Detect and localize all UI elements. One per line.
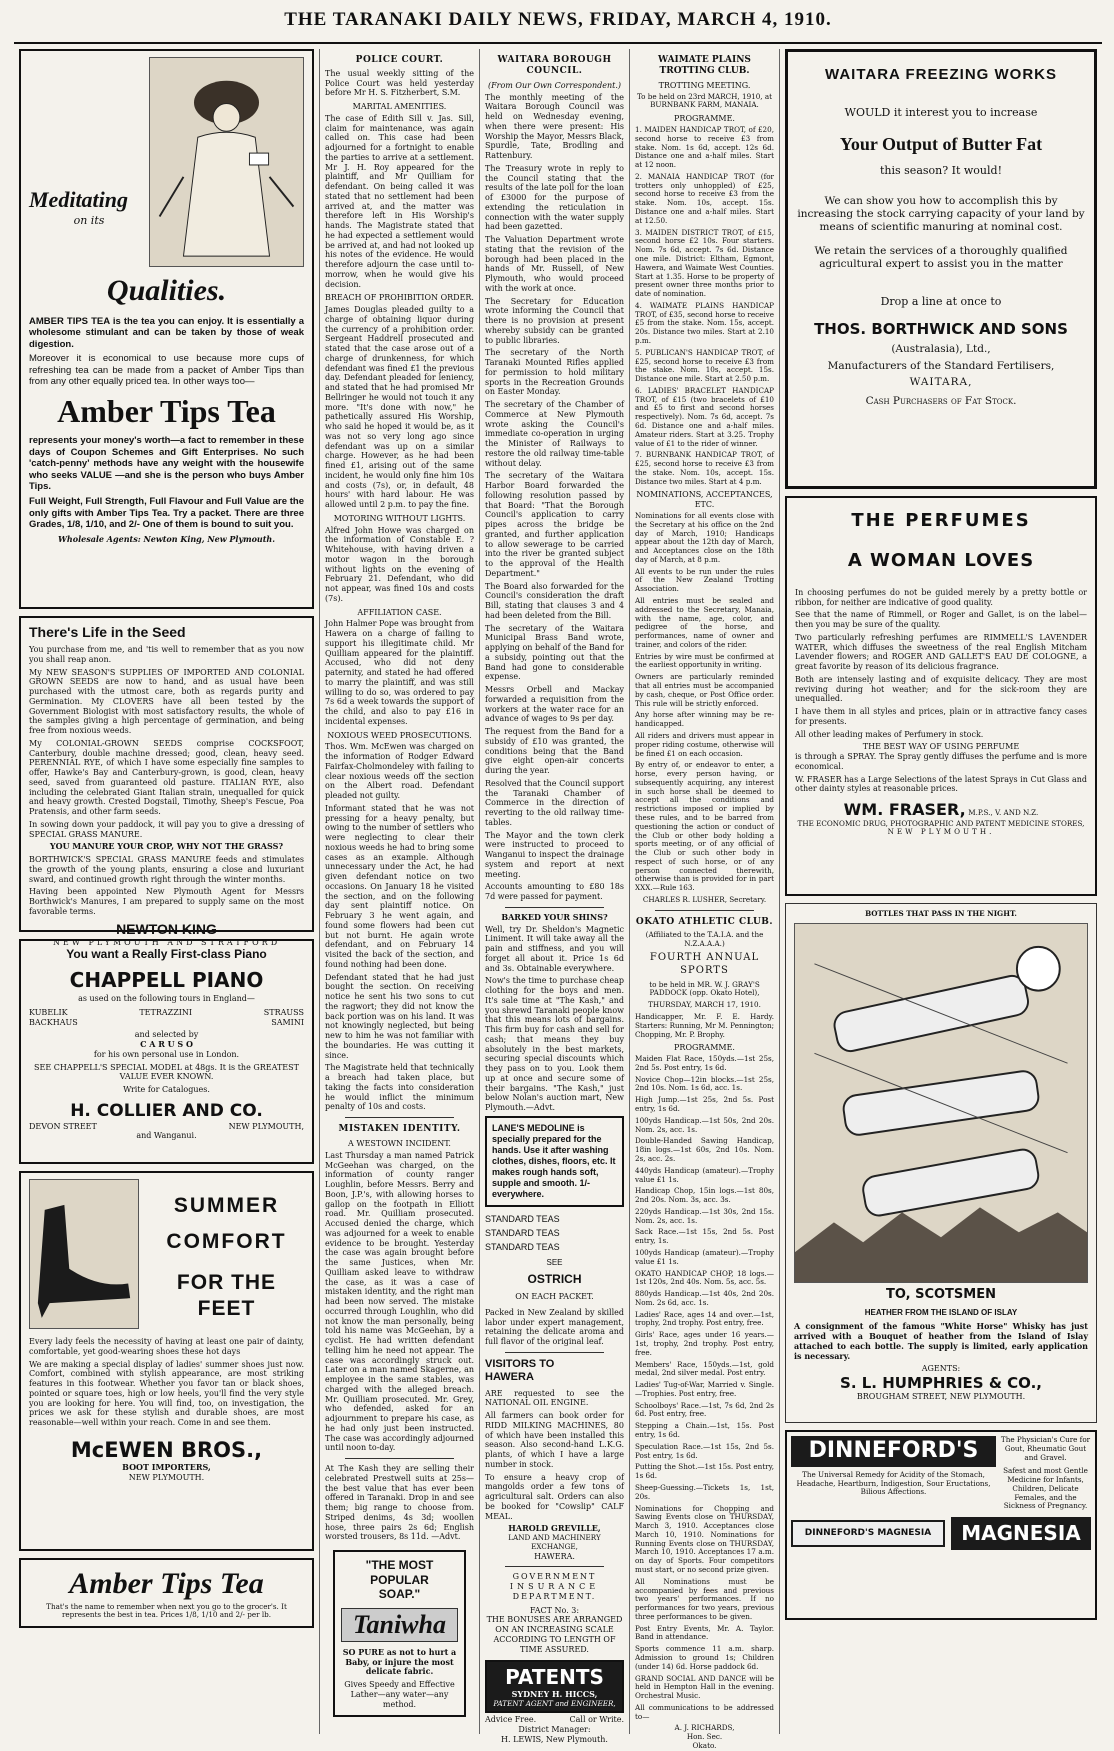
okato-event: Ladies' Tug-of-War, Married v. Single.—Trophies. Post entry, free.: [635, 1380, 774, 1398]
waitara-para-7: The secretary of the Waitara Harbor Board forwarded the following resolution passed by that Board: "That the Borough Council's application to carry pipes across the bridge be granted, and further application to allow sewerage to be carried into the river be granted subject to the approval of the Health Department.": [485, 471, 624, 578]
freezing-question-3: this season? It would!: [880, 163, 1002, 177]
hawera-firm: HAROLD GREVILLE,: [508, 1523, 601, 1534]
trotting-note: Nominations for all events close with the Secretary at his office on the 2nd day of March, 1910; Handicaps appear about the 12th day of March, and Acceptances close on the 18th day of March, at 8 p.m.: [635, 510, 774, 564]
seed-towns: NEW PLYMOUTH AND STRATFORD: [52, 937, 281, 947]
trotting-event: 4. WAIMATE PLAINS HANDICAP TROT, of £35, second horse to receive £5 from the stake. Nom. 15s, accept. 20s. Distance two miles. Start at 2.10 p.m.: [635, 300, 774, 345]
piano-names-row-2: [29, 1018, 304, 1028]
amber2-line: That's the name to remember when next you go to the grocer's. It represents the best in tea. Prices 1/8, 1/10 and 2/- per lb.: [46, 1601, 287, 1620]
divider: [655, 910, 754, 911]
police-title: POLICE COURT.: [355, 55, 444, 65]
whisky-agents: AGENTS:: [921, 1364, 961, 1374]
flying-bottles-illustration: [794, 923, 1088, 1283]
insurance-lewis: H. LEWIS, New Plymouth.: [501, 1734, 608, 1744]
teas-line-2: STANDARD TEAS: [485, 1227, 560, 1238]
perfumes-firm: WM. FRASER,: [843, 800, 966, 820]
trotting-note: Any horse after winning may be re-handicapped.: [635, 710, 774, 729]
trotting-held: To be held on 23rd MARCH, 1910, at BURNBANK FARM, MANAIA.: [636, 91, 773, 110]
white-horse-whisky-ad: [785, 903, 1097, 1423]
trotting-note: All riders and drivers must appear in proper riding costume, otherwise will be fined £1 on each occasion.: [635, 730, 774, 758]
insurance-ad: [485, 1572, 624, 1744]
taniwha-lather: Gives Speedy and Effective Lather—any water—any method.: [344, 1680, 455, 1709]
amber-agents: Wholesale Agents: Newton King, New Plymouth.: [57, 533, 276, 544]
perfumes-para: Two particularly refreshing perfumes are RIMMELL'S LAVENDER WATER, which diffuses the sweetness of the real English Mitcham Lavender flowers; and ROGER AND GALLET'S EAU DE COLOGNE, a great favorite by reason of its delicious fragrance.: [795, 632, 1087, 672]
okato-event: Schoolboys' Race.—1st, 7s 6d, 2nd 2s 6d. Post entry, free.: [635, 1400, 774, 1419]
seed-firm: NEWTON KING: [116, 920, 217, 937]
shoe-illustration: [29, 1179, 139, 1329]
okato-event: Sheep-Guessing.—Tickets 1s, 1st, 20s.: [635, 1482, 774, 1501]
trotting-event: 3. MAIDEN DISTRICT TROT, of £15, second horse £2 10s. Four starters. Nom. 7s 6d, accept. 7s 6d. Distance one mile. District: Eltham, Egmont, Hawera, and Waimate West Counties. Start at 1.35. Horse to be property of present owner three months prior to date of nomination.: [635, 227, 774, 299]
divider: [505, 1352, 604, 1353]
okato-event: Handicap Chop, 15in logs.—1st 80s, 2nd 20s. Nom. 3s, acc. 3s.: [635, 1186, 774, 1205]
okato-programme: PROGRAMME.: [674, 1043, 735, 1053]
piano-write: Write for Catalogues.: [123, 1085, 210, 1095]
summer-para-1: Every lady feels the necessity of having at least one pair of dainty, comfortable, yet good-wearing shoes these hot days: [29, 1337, 304, 1356]
waitara-para-2: The Treasury wrote in reply to the Council stating that the results of the late poll for the loan of £3000 for the purpose of extending the reticulation in connection with the water supply had been gazetted.: [485, 163, 624, 232]
hawera-ad: [485, 1358, 624, 1562]
dinneford-side-2: Safest and most Gentle Medicine for Infants, Children, Delicate Females, and the Sickness of Pregnancy.: [1003, 1466, 1088, 1511]
patents-agent: SYDNEY H. HICCS,: [511, 1688, 598, 1699]
hawera-para-3: To ensure a heavy crop of mangolds order a few tons of agricultural salt. Orders can also be booked for "Cowslip" CALF MEAL.: [485, 1472, 624, 1521]
mistaken-para-2: At The Kash they are selling their celebrated Prestwell suits at 25s—the best value that has ever been offered in Taranaki. Drop in and see them; big range to choose from. Striped denims, 4s 3d; woollen hose, three pairs 2s 6d; English worsted trousers, 8s 11d. —Advt.: [325, 1464, 474, 1542]
okato-event: Putting the Shot.—1st 15s. Post entry, 1s 6d.: [635, 1462, 774, 1481]
seed-title: There's Life in the Seed: [29, 624, 186, 640]
dinneford-side-1: The Physician's Cure for Gout, Rheumatic Gout and Gravel.: [1000, 1435, 1091, 1462]
amber-brand: Amber Tips Tea: [57, 393, 276, 430]
okato-fourth-annual: FOURTH ANNUAL SPORTS: [649, 952, 760, 976]
perfumes-best-way: THE BEST WAY OF USING PERFUME: [862, 742, 1020, 752]
seed-para-2: My NEW SEASON'S SUPPLIES OF IMPORTED AND COLONIAL GROWN SEEDS are now to hand, and as usual have been purchased with the utmost care, both as regards purity and Germination. My CLOVERS have all been tested by the Government Biologist with most satisfactory results, the whole of the samples giving a high percentage of germination, and being free from noxious weeds.: [29, 667, 304, 736]
mistaken-title: MISTAKEN IDENTITY.: [338, 1124, 461, 1135]
okato-title: OKATO ATHLETIC CLUB.: [635, 916, 774, 927]
dinnefords-magnesia-ad: [785, 1430, 1097, 1620]
waitara-para-6: The secretary of the Chamber of Commerce at New Plymouth wrote asking the Council's immediate co-operation in urging the Minister of Railways to restore the old railway time-table without delay.: [485, 400, 624, 468]
dinneford-remedy: The Universal Remedy for Acidity of the Stomach, Headache, Heartburn, Indigestion, Sour Eructations, Bilious Affections.: [796, 1469, 991, 1497]
perfumes-para: In choosing perfumes do not be guided merely by a pretty bottle or ribbon, for neither are indicative of good quality.: [795, 587, 1087, 607]
trotting-nominations-heading: NOMINATIONS, ACCEPTANCES, ETC.: [636, 490, 773, 510]
okato-event: 440yds Handicap (amateur).—Trophy value £1 1s.: [635, 1165, 774, 1184]
police-para-7: Defendant stated that he had just bought the section. On receiving notice he sent his two sons to cut the ragwort; they did not know the back portion was on his land. It was not knowingly neglected, but being new to him he was not familiar with the boundaries. He was cutting it since.: [325, 972, 474, 1060]
freezing-town: WAITARA,: [909, 376, 973, 389]
okato-event: High Jump.—1st 25s, 2nd 5s. Post entry, 1s 6d.: [635, 1095, 774, 1114]
insurance-line-1: GOVERNMENT: [512, 1572, 597, 1582]
okato-para: All Nominations must be accompanied by fees and previous two years' performances. If no performances for two years, previous three performances to be given.: [635, 1576, 774, 1621]
trotting-programme-list: [635, 126, 774, 486]
okato-event: Novice Chop—12in blocks.—1st 25s, 2nd 10s. Nom. 1s 6d, acc. 1s.: [635, 1074, 774, 1093]
summer-line-3: FOR THE FEET: [176, 1271, 277, 1320]
column-4: [630, 49, 780, 1751]
freezing-ltd: (Australasia), Ltd.,: [891, 342, 991, 355]
waitara-para-9: The secretary of the Waitara Municipal Brass Band wrote, applying on behalf of the Band for a subsidy, pointing out that the Band had gone to considerable expense.: [485, 623, 624, 682]
freezing-para-1: We can show you how to accomplish this by increasing the stock carrying capacity of your land by means of scientific manuring at nominal cost.: [797, 195, 1085, 233]
perfumes-title-1: THE PERFUMES: [851, 510, 1031, 531]
waitara-para-3: The Valuation Department wrote stating that the revision of the borough had been placed in the hands of Mr. Russell, of New Plymouth, who would proceed with the work at once.: [485, 235, 624, 293]
freezing-drop: Drop a line at once to: [880, 295, 1002, 309]
amber2-brand: Amber Tips Tea: [69, 1567, 264, 1600]
patents-title: PATENTS: [505, 1665, 604, 1690]
waitara-para-14: Accounts amounting to £80 18s 7d were passed for payment.: [485, 882, 624, 902]
piano-name-kubelik: KUBELIK: [29, 1007, 68, 1017]
summer-trade: BOOT IMPORTERS,: [122, 1462, 211, 1473]
amber-title-1: Meditating: [29, 187, 129, 212]
whisky-to-scotsmen: TO, SCOTSMEN: [886, 1286, 996, 1302]
lady-illustration-svg: [150, 58, 303, 266]
piano-names-row-1: [29, 1008, 304, 1018]
perfumes-para: All other leading makes of Perfumery in stock.: [795, 729, 984, 739]
trotting-note: By entry of, or endeavor to enter, a horse, every person having, or subsequently acquiring, any interest in such horse shall be deemed to accept all the conditions and restrictions imposed or implied by these rules, and to be barred from questioning the action or conduct of the Club or other body holding a sports meeting, or of any official of the Club or such other body in respect of such horse, or of any person connected therewith, otherwise than is provided for in part XXX.—Rule 163.: [635, 760, 774, 893]
trotting-programme: PROGRAMME.: [674, 114, 735, 124]
dinneford-bottle: DINNEFORD'S MAGNESIA: [791, 1520, 945, 1547]
piano-addr-3: and Wanganui.: [136, 1131, 197, 1141]
okato-date: THURSDAY, MARCH 17, 1910.: [648, 1000, 761, 1010]
insurance-fact: FACT No. 3:: [529, 1605, 580, 1615]
divider: [345, 1458, 454, 1459]
trotting-note: Entries by wire must be confirmed at the earliest opportunity in writing.: [635, 651, 774, 670]
piano-addr-1: DEVON STREET: [29, 1121, 97, 1131]
piano-address: [29, 1122, 304, 1132]
piano-used: as used on the following tours in England—: [78, 994, 255, 1004]
insurance-line-2: INSURANCE: [509, 1582, 600, 1592]
police-heading-3: MOTORING WITHOUT LIGHTS.: [333, 513, 466, 523]
amber-title-2: on its: [73, 213, 105, 227]
okato-event: 100yds Handicap (amateur).—Trophy value £1 1s.: [635, 1247, 774, 1266]
hawera-para-2: All farmers can book order for RIDD MILKING MACHINES, 80 of which have been installed this season. Also second-hand L.K.G. plants, of which I have a large number in stock.: [485, 1411, 624, 1469]
seed-para-5: BORTHWICK'S SPECIAL GRASS MANURE feeds and stimulates the growth of the young plants, ensuring a close and luxuriant sward, and continued growth right through the winter months.: [29, 855, 304, 884]
waitara-para-12: Resolved that the Council support the Taranaki Chamber of Commerce in the direction of reverting to the old railway time-tables.: [485, 778, 624, 827]
police-para-8: The Magistrate held that technically a breach had taken place, but taking the facts into consideration he would inflict the minimum penalty of 10s and costs.: [325, 1063, 474, 1112]
teas-packet: ON EACH PACKET.: [515, 1292, 594, 1301]
column-3: [480, 49, 630, 1744]
divider: [345, 1117, 454, 1118]
police-para-2: James Douglas pleaded guilty to a charge of obtaining liquor during the currency of a prohibition order. Sergeant Haddrell prosecuted and stated that the case arose out of a charge of drunkenness, for which defendant was fined £1 the previous day. Defendant pleaded for leniency, and stated that he had promised Mr Bellringer he would not touch it any more. "It's done with now," he pathetically assured His Worship, who said he hoped it would be, as it was not so very long ago since defendant was up on a similar charge. However, as he had been fined £1, arising out of the same incident, he would only fine him 10s and costs (7s), or, in default, 48 hours' with hard labour. He was allowed until 2 p.m. to pay the fine.: [325, 305, 474, 510]
divider: [505, 1566, 604, 1567]
mistaken-para-1: Last Thursday a man named Patrick McGeehan was charged, on the information of county ranger Loughlin, before Messrs. Berry and Boon, J.P.'s, with allowing horses to gallop on the footpath in Elliott road. Mr. Quilliam prosecuted. Accused denied the charge, which was adjourned for a week to enable evidence to be brought. Yesterday the case was again brought before the same Justices, when Mr. Quilliam asked leave to withdraw the case, as it was a case of mistaken identity, and the right man had been now served. The mistake occurred through Loughlin, who did not know the man personally, being told his name was McGeehan, by a cyclist. He had written defendant telling him he need not appear. The case was accordingly struck out. Later on a man named Skagerne, an employee in the same stables, was charged with the alleged breach. Mr. Quilliam prosecuted. Mr. Grey, who defended, asked for an adjournment to prepare his case, as he had only just been instructed. The case was accordingly adjourned until noon to-day.: [325, 1150, 474, 1453]
piano-head: You want a Really First-class Piano: [66, 947, 267, 961]
hawera-para-1: ARE requested to see the NATIONAL OIL ENGINE.: [485, 1388, 624, 1408]
masthead: THE TARANAKI DAILY NEWS, FRIDAY, MARCH 4, 1910.: [14, 8, 1102, 44]
taniwha-brand: Taniwha: [341, 1608, 458, 1642]
perfumes-para: See that the name of Rimmell, or Roger and Gallet, is on the label—then you may be sure of the quality.: [795, 610, 1087, 630]
okato-event: Members' Race, 150yds.—1st, gold medal, 2nd silver medal. Post entry.: [635, 1359, 774, 1378]
dinneford-brand: DINNEFORD'S: [791, 1436, 996, 1467]
trotting-event: 2. MANAIA HANDICAP TROT (for trotters only unhoppled) of £25, second horse to receive £3 from the stake. Nom. 10s, accept. 15s. Distance one and a-half miles. Start at 12.50.: [635, 171, 774, 225]
summer-firm: McEWEN BROS.,: [70, 1437, 263, 1462]
seed-para-6: Having been appointed New Plymouth Agent for Messrs Borthwick's Manures, I am prepared to supply same on the most favorable terms.: [29, 887, 304, 916]
waitara-freezing-works-ad: [785, 49, 1097, 489]
taniwha-pure: SO PURE as not to hurt a Baby, or injure the most delicate fabric.: [342, 1646, 457, 1677]
police-para-0: The usual weekly sitting of the Police Court was held yesterday before Mr H. S. Fitzherbert, S.M.: [325, 68, 474, 98]
perfumes-para: is through a SPRAY. The Spray gently diffuses the perfume and is more economical.: [795, 752, 1087, 771]
waitara-para-4: The Secretary for Education wrote informing the Council that there is no provision at present whereby subsidy can be granted to public libraries.: [485, 296, 624, 345]
okato-event: Speculation Race.—1st 15s, 2nd 5s. Post entry, 1s 6d.: [635, 1441, 774, 1460]
okato-affiliation: (Affiliated to the T.A.I.A. and the N.Z.A.A.A.): [645, 929, 764, 948]
seed-para-4: In sowing down your paddock, it will pay you to give a dressing of SPECIAL GRASS MANURE.: [29, 819, 304, 839]
okato-para: GRAND SOCIAL AND DANCE will be held in Hempton Hall in the evening. Orchestral Music.: [635, 1673, 774, 1701]
piano-name-samini: SAMINI: [271, 1017, 304, 1027]
okato-event: Sack Race.—1st 15s, 2nd 5s. Post entry, 1s.: [635, 1227, 774, 1246]
piano-name-tetrazzini: TETRAZZINI: [139, 1007, 193, 1017]
okato-event: 880yds Handicap.—1st 40s, 2nd 20s. Nom. 2s 6d, acc. 1s.: [635, 1289, 774, 1307]
insurance-line-3: DEPARTMENT.: [512, 1591, 597, 1601]
waitara-title: WAITARA BOROUGH COUNCIL.: [497, 55, 612, 76]
piano-name-strauss: STRAUSS: [263, 1007, 304, 1017]
flying-bottles-svg: [795, 924, 1087, 1282]
taniwha-quote-3: SOAP.": [378, 1587, 421, 1602]
okato-held: to be held in MR. W. J. GRAY'S PADDOCK (opp. Okato Hotel),: [649, 979, 760, 998]
hawera-town: HAWERA.: [534, 1551, 575, 1561]
teas-line-3: STANDARD TEAS: [485, 1241, 560, 1252]
columns: [14, 49, 1102, 1751]
amber-para-2: Moreover it is economical to use because more cups of refreshing tea can be made from a packet of Amber Tips than from any other equally priced tea. In other ways too—: [29, 353, 304, 388]
perfumes-para: Both are intensely lasting and of exquisite delicacy. They are most reviving during hot weather; and for the sick-room they are unequalled.: [795, 674, 1087, 704]
trotting-title: WAIMATE PLAINS TROTTING CLUB.: [658, 55, 751, 76]
teas-line-1: STANDARD TEAS: [485, 1213, 560, 1224]
mistaken-sub: A WESTOWN INCIDENT.: [348, 1139, 451, 1149]
newton-king-seed-ad: [19, 616, 314, 947]
mcewen-shoes-ad: [19, 1171, 314, 1551]
freezing-question-2: Your Output of Butter Fat: [839, 133, 1043, 154]
freezing-title: WAITARA FREEZING WORKS: [825, 66, 1057, 83]
insurance-district: District Manager:: [518, 1725, 591, 1735]
freezing-firm: THOS. BORTHWICK AND SONS: [814, 320, 1068, 339]
okato-para: Post Entry Events, Mr. A. Taylor. Band in attendance.: [635, 1623, 774, 1642]
freezing-manufacturers: Manufacturers of the Standard Fertilisers,: [827, 359, 1055, 372]
freezing-para-2: We retain the services of a thoroughly qualified agricultural expert to assist you in the matter: [814, 245, 1068, 271]
police-heading-4: AFFILIATION CASE.: [357, 607, 442, 617]
trotting-event: 1. MAIDEN HANDICAP TROT, of £20, second horse to receive £3 from stake. Nom. 1s 6d, accept. 12s 6d. Distance one and a-half miles. Start at 12 noon.: [635, 125, 774, 170]
trotting-event: 7. BURNBANK HANDICAP TROT, of £25, second horse to receive £3 from the stake. Nom. 10s, accept. 15s. Distance two miles. Start at 4 p.m.: [635, 450, 774, 486]
piano-own: for his own personal use in London.: [93, 1049, 240, 1059]
freezing-cash: Cash Purchasers of Fat Stock.: [865, 395, 1017, 408]
hawera-title-2: HAWERA: [485, 1371, 534, 1384]
column-5: [780, 49, 1102, 1734]
summer-line-1: SUMMER: [173, 1194, 280, 1217]
perfumes-para: I have them in all styles and prices, plain or in attractive fancy cases for presents.: [795, 707, 1087, 726]
amber-para-1: AMBER TIPS TEA is the tea you can enjoy. It is essentially a wholesome stimulant and can be taken by those of weak digestion.: [29, 315, 304, 350]
okato-event: Ladies' Race, ages 14 and over.—1st, trophy, 2nd trophy. Post entry, free.: [635, 1309, 774, 1328]
police-heading-2: BREACH OF PROHIBITION ORDER.: [325, 293, 474, 303]
trotting-meeting: TROTTING MEETING.: [658, 80, 751, 90]
fraser-perfumes-ad: [785, 496, 1097, 896]
okato-para: Nominations for Chopping and Sawing Events close on THURSDAY, March 3, 1910. Acceptances close March 10, 1910. Nominations for Running Events close on THURSDAY, March 10, 1910. Acceptances 17 a.m. on day of Sports. Four competitors must start, or no second prize given.: [635, 1503, 774, 1574]
waitara-para-11: The request from the Band for a subsidy of £10 was granted, the conditions being that the Band give eight open-air concerts during the year.: [485, 727, 624, 776]
okato-town: Okato.: [692, 1741, 717, 1751]
okato-event: Double-Handed Sawing Handicap, 18in logs.—1st 60s, 2nd 10s. Nom. 2s, acc. 2s.: [635, 1136, 774, 1163]
trotting-note: All events to be run under the rules of the New Zealand Trotting Association.: [635, 566, 774, 594]
perfumes-title-2: A WOMAN LOVES: [847, 549, 1035, 571]
whisky-firm: S. L. HUMPHRIES & CO.,: [840, 1374, 1042, 1393]
piano-caruso: C A R U S O: [140, 1039, 193, 1050]
piano-special: SEE CHAPPELL'S SPECIAL MODEL at 48gs. It is the GREATEST VALUE EVER KNOWN.: [34, 1062, 299, 1082]
taniwha-quote-1: "THE MOST: [365, 1558, 434, 1573]
summer-para-2: We are making a special display of ladies' summer shoes just now. Comfort, combined with stylish appearance, are most striking features in this footwear. Whether you favor tan or black shoes, pointed or square toes, high or low heels, you'll find the very style you are looking for here. You will find, too, on investigation, the prices we ask for these stylish and durable shoes, are most reasonable—well within your reach. Come in and see them.: [29, 1359, 304, 1427]
patents-call: Call or Write.: [569, 1715, 624, 1725]
amber-para-4: Full Weight, Full Strength, Full Flavour and Full Value are the only gifts with Amber Tips Tea. Try a packet. There are three Grades, 1/8, 1/10, and 2/- One of them is bound to suit you.: [29, 495, 304, 531]
okato-event: 220yds Handicap.—1st 30s, 2nd 15s. Nom. 2s, acc. 1s.: [635, 1206, 774, 1225]
waitara-para-1: The monthly meeting of the Waitara Borough Council was held on Wednesday evening, when there were present: His Worship the Mayor, Messrs Black, Spurdle, Tate, Brodling and Rattenbury.: [485, 92, 624, 161]
column-1: [14, 49, 320, 1734]
waitara-para-8: The Board also forwarded for the Council's consideration the draft Bill, stating that clauses 3 and 4 had been deleted from the Bill.: [485, 581, 624, 620]
trotting-event: 6. LADIES' BRACELET HANDICAP TROT, of £15 (two bracelets of £10 and £5 to first and second horses respectively). Nom. 7s 6d, accept. 7s 6d. Distance one and a-half miles. Amateur riders. Start at 3.25. Trophy value of £1 to the rider of winner.: [635, 385, 774, 448]
standard-teas-ad: [485, 1214, 624, 1347]
patents-ad: [485, 1660, 624, 1713]
insurance-text: THE BONUSES ARE ARRANGED ON AN INCREASING SCALE ACCORDING TO LENGTH OF TIME ASSURED.: [486, 1615, 623, 1654]
seed-heading-2: YOU MANURE YOUR CROP, WHY NOT THE GRASS?: [49, 841, 284, 852]
shins-para-2: Now's the time to purchase cheap clothing for the boys and men. It's sale time at "The Kash," and you shrewd Taranaki people know that this means lots of bargains. This firm buy for cash and sell for cash; that means they buy absolutely in the best markets, securing special discounts which they pass on to you. Look them up at once and secure some of their bargains. "The Kash," just below Nolan's auction mart, New Plymouth.—Advt.: [485, 976, 624, 1113]
dinneford-magnesia: MAGNESIA: [951, 1517, 1091, 1549]
amber-tips-ad: [19, 49, 314, 609]
trotting-secretary: CHARLES R. LUSHER, Secretary.: [642, 895, 767, 904]
hawera-exchange: LAND AND MACHINERY EXCHANGE,: [508, 1533, 601, 1551]
summer-line-2: COMFORT: [166, 1229, 287, 1253]
column-2: [320, 49, 480, 1734]
waitara-para-10: Messrs Orbell and Mackay forwarded a requisition from the workers at the water race for an advance of wages to 9s per day.: [485, 685, 624, 724]
amber-tips-small-ad: [19, 1558, 314, 1628]
whisky-address: BROUGHAM STREET, NEW PLYMOUTH.: [856, 1392, 1026, 1402]
whisky-para: A consignment of the famous "White Horse" Whisky has just arrived with a Bouquet of heather from the Island of Islay attached to each bottle. The supply is limited, early application is necessary.: [794, 1321, 1088, 1361]
shins-para-1: Well, try Dr. Sheldon's Magnetic Liniment. It will take away all the pain and stiffness, and you will forget all about it. Price 1s 6d and 3s. Obtainable everywhere.: [485, 924, 624, 973]
okato-hon-sec: Hon. Sec.: [686, 1732, 723, 1742]
trotting-note: Owners are particularly reminded that all entries must be accompanied by cash, cheque, or Post Office order. This rule will be strictly enforced.: [635, 672, 774, 708]
whisky-heather: HEATHER FROM THE ISLAND OF ISLAY: [864, 1307, 1018, 1317]
trotting-event: 5. PUBLICAN'S HANDICAP TROT, of £25, second horse to receive £3 from the stake. Nom. 10s, accept. 15s. Distance one mile. Start at 2.50 p.m.: [635, 347, 774, 384]
perfumes-town: NEW PLYMOUTH.: [887, 827, 995, 837]
lady-drinking-tea-illustration: [149, 57, 304, 267]
patents-advice: Advice Free.: [485, 1715, 537, 1725]
okato-para: All communications to be addressed to—: [635, 1702, 774, 1721]
police-para-3: Alfred John Howe was charged on the information of Constable E. ? Whitehouse, with having driven a motor wagon in the borough without lights on the evening of February 21. Defendant, who did not appear, was fined 10s and costs (7s).: [325, 525, 474, 603]
patents-role: PATENT AGENT and ENGINEER,: [493, 1698, 616, 1708]
okato-secretary: A. J. RICHARDS,: [674, 1723, 735, 1733]
teas-see: SEE: [546, 1257, 563, 1267]
police-heading-1: MARITAL AMENITIES.: [352, 102, 447, 112]
piano-firm: H. COLLIER AND CO.: [70, 1100, 263, 1121]
police-heading-5: NOXIOUS WEED PROSECUTIONS.: [327, 730, 472, 740]
medoline-ad: LANE'S MEDOLINE is specially prepared for the hands. Use it after washing clothes, dishes, floors, etc. It makes rough hands soft, supple and smooth. 1/- everywhere.: [485, 1116, 624, 1207]
waitara-para-13: The Mayor and the town clerk were instructed to proceed to Wanganui to inspect the drainage system and report at next meeting.: [485, 830, 624, 879]
waitara-sub: (From Our Own Correspondent.): [487, 80, 622, 90]
piano-selected: and selected by: [134, 1030, 199, 1040]
okato-para: Sports commence 11 a.m. sharp. Admission to ground 1s; Children (under 14) 6d. Horse paddock 6d.: [635, 1644, 774, 1671]
police-para-5: Thos. Wm. McEwen was charged on the information of Rodger Edward Fairfax-Cholmondeley with failing to clear noxious weeds off the section on the Albert road. Defendant pleaded not guilty.: [325, 742, 474, 801]
okato-handicapper: Handicapper, Mr. F. E. Hardy. Starters: Running, Mr M. Pennington; Chopping, Mr. P. Brophy.: [635, 1012, 774, 1039]
piano-brand: CHAPPELL PIANO: [69, 967, 264, 992]
divider: [505, 907, 604, 908]
police-para-4: John Halmer Pope was brought from Hawera on a charge of failing to support his illegitimate child. Mr Quilliam appeared for the plaintiff. Accused, who did not deny paternity, and stated he had offered to marry the plaintiff, and was still willing to do so, was ordered to pay 7s 6d a week towards the support of the child, and also to pay £16 in incidental expenses.: [325, 619, 474, 726]
waitara-para-5: The secretary of the North Taranaki Mounted Rifles applied for permission to hold military sports in the Recreation Grounds on Easter Monday.: [485, 348, 624, 397]
shins-title: BARKED YOUR SHINS?: [501, 911, 608, 922]
seed-para-1: You purchase from me, and 'tis well to remember that as you now you shall reap anon.: [29, 645, 304, 664]
okato-programme-list: [635, 1055, 774, 1501]
teas-packed: Packed in New Zealand by skilled labor under expert management, retaining the delicate aroma and full flavor of the original leaf.: [485, 1307, 624, 1346]
amber-para-3: represents your money's worth—a fact to remember in these days of Coupon Schemes and Gift Enterprises. No such 'catch-penny' methods have any weight with the housewife who seeks VALUE —and she is the person who buys Amber Tips.: [29, 435, 304, 493]
amber-title-3: Qualities.: [106, 274, 227, 307]
okato-event: Maiden Flat Race, 150yds.—1st 25s, 2nd 5s. Post entry, 1s 6d.: [635, 1054, 774, 1072]
police-para-1: The case of Edith Sill v. Jas. Sill, claim for maintenance, was again called on. This case had been adjourned for a fortnight to enable the parties to arrive at a settlement. Mr J. H. Roy appeared for the plaintiff, and Mr Quilliam for defendant. On being called it was stated that no settlement had been arrived at, and the matter was therefore left in His Worship's hands. The Magistrate stated that he had expected a settlement would be arrived at, and had not looked up his notes of the evidence. He would therefore adjourn the case until to-morrow, when he would give his decision.: [325, 113, 474, 289]
taniwha-soap-ad: [333, 1550, 466, 1717]
seed-para-3: My COLONIAL-GROWN SEEDS comprise COCKSFOOT, Canterbury, double machine dressed; good, clean, heavy seed. PERENNIAL RYE, of which I have some especially fine samples to offer, Hawke's Bay and Canterbury-grown, is good, clean, heavy seed, saved from guaranteed old pasture. ITALIAN RYE, also including the celebrated Giant Italian strain, unequalled for quick and heavy growth. Crested Dogstail, Timothy, Sheep's Fescue, Poa Pratensis, and other farm seeds.: [29, 738, 304, 817]
trotting-note: All entries must be sealed and addressed to the Secretary, Manaia, with the name, age, color, and pedigree of the horse, and performances, name of owner and trainer, and colors of the rider.: [635, 596, 774, 649]
chappell-piano-ad: [19, 939, 314, 1164]
police-para-6: Informant stated that he was not pressing for a heavy penalty, but owing to the number of settlers who were neglecting to clear their noxious weeds he had to bring some cases as an example. Although unnecessary under the Act, he had given defendant notice on two occasions. On January 18 he visited the section, and on the following day sent plaintiff notice. On February 3 he went again, and found some flowers had been cut but not burnt. He again wrote defendant, and on February 14 visited the back of the section, and found nothing had been done.: [325, 803, 474, 969]
perfumes-qualifications: M.P.S., V. AND N.Z.: [968, 808, 1039, 818]
okato-event: Girls' Race, ages under 16 years.—1st, trophy, 2nd trophy. Post entry, free.: [635, 1330, 774, 1357]
okato-event: OKATO HANDICAP CHOP, 18 logs.—1st 120s, 2nd 40s. Nom. 5s, acc. 5s.: [635, 1268, 774, 1287]
shoe-svg: [30, 1180, 138, 1328]
teas-ostrich: OSTRICH: [527, 1272, 582, 1287]
whisky-caption: BOTTLES THAT PASS IN THE NIGHT.: [865, 909, 1017, 918]
perfumes-store: THE ECONOMIC DRUG, PHOTOGRAPHIC AND PATENT MEDICINE STORES,: [797, 818, 1085, 828]
hawera-title-1: VISITORS TO: [485, 1357, 555, 1370]
patents-footer: [485, 1715, 624, 1725]
okato-event: Stepping a Chain.—1st, 15s. Post entry, 1s 6d.: [635, 1421, 774, 1440]
taniwha-quote-2: POPULAR: [370, 1572, 429, 1587]
perfumes-para: W. FRASER has a Large Selections of the latest Sprays in Cut Glass and other dainty styles at reasonable prices.: [795, 774, 1087, 794]
piano-name-backhaus: BACKHAUS: [29, 1017, 78, 1027]
freezing-question-1: WOULD it interest you to increase: [844, 106, 1038, 120]
piano-addr-2: NEW PLYMOUTH,: [228, 1121, 304, 1131]
okato-event: 100yds Handicap.—1st 50s, 2nd 20s. Nom. 2s, acc. 1s.: [635, 1115, 774, 1134]
summer-town: NEW PLYMOUTH.: [128, 1473, 205, 1483]
